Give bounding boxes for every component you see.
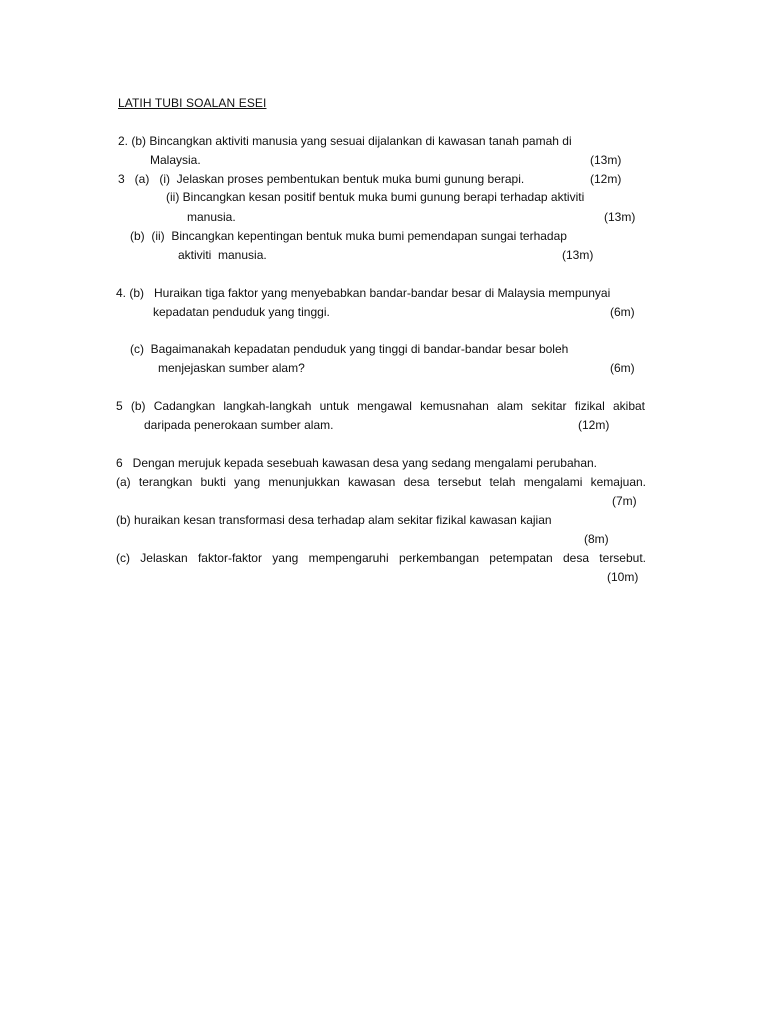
q2-text-line2: Malaysia. — [150, 153, 201, 167]
q5-text-line1: 5 (b) Cadangkan langkah-langkah untuk mengawal kemusnahan alam sekitar fizikal akibat — [116, 399, 645, 413]
q6-b-marks: (8m) — [584, 532, 609, 546]
document-title: LATIH TUBI SOALAN ESEI — [118, 96, 267, 110]
q3-a-i-text: 3 (a) (i) Jelaskan proses pembentukan bentuk muka bumi gunung berapi. — [118, 172, 525, 186]
q6-intro-text: 6 Dengan merujuk kepada sesebuah kawasan desa yang sedang mengalami perubahan. — [116, 456, 597, 470]
q5-text-line2: daripada penerokaan sumber alam. — [144, 418, 334, 432]
q6-a-text: (a) terangkan bukti yang menunjukkan kawasan desa tersebut telah mengalami kemajuan. — [116, 475, 646, 489]
q2-text-line1: 2. (b) Bincangkan aktiviti manusia yang sesuai dijalankan di kawasan tanah pamah di — [118, 134, 572, 148]
q4-c-text-line2: menjejaskan sumber alam? — [158, 361, 305, 375]
q3-b-ii-text-line2: aktiviti manusia. — [178, 248, 267, 262]
q6-b-text: (b) huraikan kesan transformasi desa terhadap alam sekitar fizikal kawasan kajian — [116, 513, 552, 527]
q4-c-text-line1: (c) Bagaimanakah kepadatan penduduk yang tinggi di bandar-bandar besar boleh — [130, 342, 569, 356]
q4-b-text-line1: 4. (b) Huraikan tiga faktor yang menyebabkan bandar-bandar besar di Malaysia mempunyai — [116, 286, 611, 300]
q4-c-marks: (6m) — [610, 361, 635, 375]
q6-c-marks: (10m) — [607, 570, 639, 584]
q3-b-ii-text-line1: (b) (ii) Bincangkan kepentingan bentuk muka bumi pemendapan sungai terhadap — [130, 229, 567, 243]
q2-marks: (13m) — [590, 153, 622, 167]
q3-a-i-marks: (12m) — [590, 172, 622, 186]
q3-b-ii-marks: (13m) — [562, 248, 594, 262]
q5-marks: (12m) — [578, 418, 610, 432]
q6-c-text: (c) Jelaskan faktor-faktor yang mempengaruhi perkembangan petempatan desa tersebut. — [116, 551, 646, 565]
q3-a-ii-marks: (13m) — [604, 210, 636, 224]
q3-a-ii-text-line2: manusia. — [187, 210, 236, 224]
q6-a-marks: (7m) — [612, 494, 637, 508]
q4-b-marks: (6m) — [610, 305, 635, 319]
q3-a-ii-text-line1: (ii) Bincangkan kesan positif bentuk muka bumi gunung berapi terhadap aktiviti — [166, 190, 585, 204]
q4-b-text-line2: kepadatan penduduk yang tinggi. — [153, 305, 330, 319]
